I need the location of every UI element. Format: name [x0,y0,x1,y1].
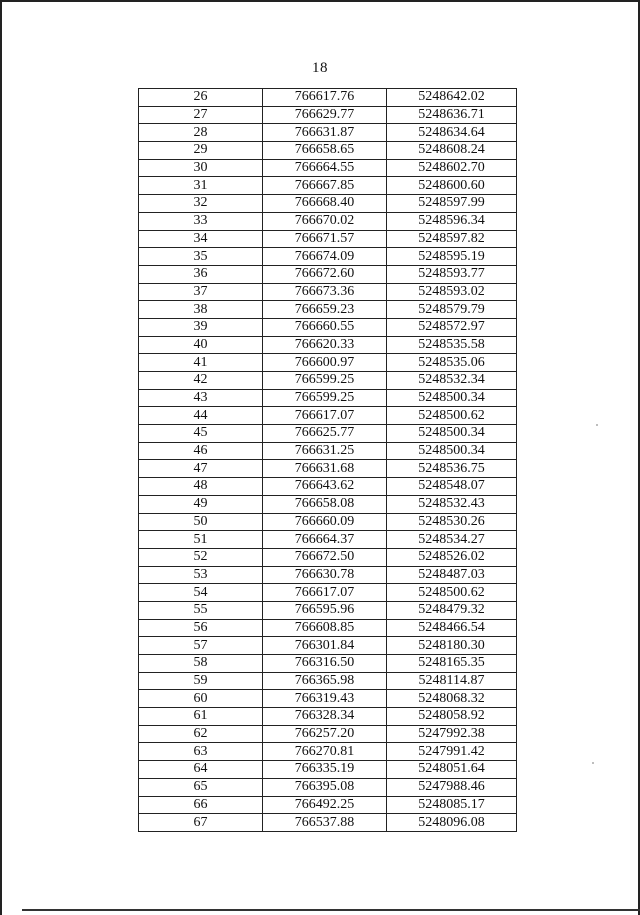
x-coordinate-cell: 766595.96 [263,601,387,619]
table-row [139,265,517,283]
y-coordinate-cell: 5248466.54 [387,619,517,637]
y-coordinate-cell: 5248180.30 [387,637,517,655]
table-row [139,743,517,761]
y-coordinate-cell: 5248051.64 [387,761,517,779]
point-number-cell: 43 [139,389,263,407]
x-coordinate-cell: 766631.25 [263,442,387,460]
point-number-cell: 64 [139,761,263,779]
x-coordinate-cell: 766658.65 [263,142,387,160]
x-coordinate-cell: 766599.25 [263,389,387,407]
x-coordinate-cell: 766328.34 [263,708,387,726]
point-number-cell: 51 [139,531,263,549]
table-row [139,89,517,107]
y-coordinate-cell: 5248634.64 [387,124,517,142]
y-coordinate-cell: 5248597.99 [387,195,517,213]
table-row [139,159,517,177]
point-number-cell: 45 [139,425,263,443]
x-coordinate-cell: 766629.77 [263,106,387,124]
table-row [139,708,517,726]
table-row [139,372,517,390]
y-coordinate-cell: 5248534.27 [387,531,517,549]
y-coordinate-cell: 5247992.38 [387,725,517,743]
x-coordinate-cell: 766599.25 [263,372,387,390]
x-coordinate-cell: 766672.50 [263,548,387,566]
y-coordinate-cell: 5248068.32 [387,690,517,708]
x-coordinate-cell: 766617.07 [263,407,387,425]
y-coordinate-cell: 5247988.46 [387,778,517,796]
point-number-cell: 55 [139,601,263,619]
scan-speck [592,762,594,764]
y-coordinate-cell: 5248596.34 [387,212,517,230]
x-coordinate-cell: 766674.09 [263,248,387,266]
x-coordinate-cell: 766660.55 [263,318,387,336]
x-coordinate-cell: 766625.77 [263,425,387,443]
x-coordinate-cell: 766257.20 [263,725,387,743]
table-row [139,584,517,602]
table-row [139,336,517,354]
x-coordinate-cell: 766659.23 [263,301,387,319]
x-coordinate-cell: 766395.08 [263,778,387,796]
y-coordinate-cell: 5248593.02 [387,283,517,301]
point-number-cell: 62 [139,725,263,743]
x-coordinate-cell: 766617.07 [263,584,387,602]
table-row [139,672,517,690]
x-coordinate-cell: 766631.68 [263,460,387,478]
point-number-cell: 54 [139,584,263,602]
y-coordinate-cell: 5248597.82 [387,230,517,248]
table-row [139,725,517,743]
point-number-cell: 35 [139,248,263,266]
coordinates-table-body [139,89,517,832]
point-number-cell: 67 [139,814,263,832]
point-number-cell: 44 [139,407,263,425]
x-coordinate-cell: 766301.84 [263,637,387,655]
point-number-cell: 49 [139,495,263,513]
y-coordinate-cell: 5248548.07 [387,478,517,496]
x-coordinate-cell: 766537.88 [263,814,387,832]
table-row [139,142,517,160]
x-coordinate-cell: 766667.85 [263,177,387,195]
y-coordinate-cell: 5248579.79 [387,301,517,319]
y-coordinate-cell: 5248479.32 [387,601,517,619]
y-coordinate-cell: 5248500.62 [387,407,517,425]
table-row [139,230,517,248]
point-number-cell: 59 [139,672,263,690]
point-number-cell: 26 [139,89,263,107]
point-number-cell: 48 [139,478,263,496]
table-row [139,354,517,372]
y-coordinate-cell: 5248096.08 [387,814,517,832]
x-coordinate-cell: 766492.25 [263,796,387,814]
y-coordinate-cell: 5248600.60 [387,177,517,195]
y-coordinate-cell: 5248114.87 [387,672,517,690]
y-coordinate-cell: 5248500.62 [387,584,517,602]
table-row [139,548,517,566]
x-coordinate-cell: 766660.09 [263,513,387,531]
table-row [139,513,517,531]
table-row [139,566,517,584]
table-row [139,106,517,124]
point-number-cell: 50 [139,513,263,531]
x-coordinate-cell: 766630.78 [263,566,387,584]
x-coordinate-cell: 766658.08 [263,495,387,513]
point-number-cell: 34 [139,230,263,248]
table-row [139,318,517,336]
table-row [139,531,517,549]
x-coordinate-cell: 766670.02 [263,212,387,230]
y-coordinate-cell: 5248526.02 [387,548,517,566]
point-number-cell: 29 [139,142,263,160]
x-coordinate-cell: 766600.97 [263,354,387,372]
point-number-cell: 30 [139,159,263,177]
point-number-cell: 28 [139,124,263,142]
y-coordinate-cell: 5248535.06 [387,354,517,372]
point-number-cell: 57 [139,637,263,655]
y-coordinate-cell: 5248572.97 [387,318,517,336]
point-number-cell: 27 [139,106,263,124]
x-coordinate-cell: 766673.36 [263,283,387,301]
table-row [139,655,517,673]
y-coordinate-cell: 5248532.43 [387,495,517,513]
point-number-cell: 32 [139,195,263,213]
y-coordinate-cell: 5248602.70 [387,159,517,177]
table-row [139,442,517,460]
table-row [139,212,517,230]
point-number-cell: 40 [139,336,263,354]
y-coordinate-cell: 5248085.17 [387,796,517,814]
x-coordinate-cell: 766617.76 [263,89,387,107]
y-coordinate-cell: 5248593.77 [387,265,517,283]
table-row [139,195,517,213]
table-row [139,177,517,195]
table-row [139,248,517,266]
point-number-cell: 42 [139,372,263,390]
table-row [139,478,517,496]
table-row [139,601,517,619]
table-row [139,690,517,708]
point-number-cell: 56 [139,619,263,637]
point-number-cell: 66 [139,796,263,814]
point-number-cell: 58 [139,655,263,673]
y-coordinate-cell: 5248500.34 [387,442,517,460]
y-coordinate-cell: 5248165.35 [387,655,517,673]
y-coordinate-cell: 5248058.92 [387,708,517,726]
point-number-cell: 47 [139,460,263,478]
y-coordinate-cell: 5248536.75 [387,460,517,478]
table-row [139,814,517,832]
x-coordinate-cell: 766631.87 [263,124,387,142]
x-coordinate-cell: 766270.81 [263,743,387,761]
point-number-cell: 61 [139,708,263,726]
point-number-cell: 33 [139,212,263,230]
y-coordinate-cell: 5248500.34 [387,389,517,407]
point-number-cell: 41 [139,354,263,372]
point-number-cell: 38 [139,301,263,319]
point-number-cell: 60 [139,690,263,708]
table-row [139,407,517,425]
y-coordinate-cell: 5247991.42 [387,743,517,761]
scan-speck [596,424,598,426]
y-coordinate-cell: 5248487.03 [387,566,517,584]
table-row [139,124,517,142]
page-border-top [0,0,640,2]
point-number-cell: 36 [139,265,263,283]
point-number-cell: 65 [139,778,263,796]
y-coordinate-cell: 5248642.02 [387,89,517,107]
y-coordinate-cell: 5248636.71 [387,106,517,124]
x-coordinate-cell: 766664.55 [263,159,387,177]
x-coordinate-cell: 766672.60 [263,265,387,283]
x-coordinate-cell: 766620.33 [263,336,387,354]
point-number-cell: 63 [139,743,263,761]
y-coordinate-cell: 5248535.58 [387,336,517,354]
point-number-cell: 46 [139,442,263,460]
x-coordinate-cell: 766319.43 [263,690,387,708]
table-row [139,637,517,655]
table-row [139,301,517,319]
table-row [139,283,517,301]
y-coordinate-cell: 5248608.24 [387,142,517,160]
table-row [139,619,517,637]
table-row [139,389,517,407]
y-coordinate-cell: 5248595.19 [387,248,517,266]
y-coordinate-cell: 5248532.34 [387,372,517,390]
page-border-bottom [22,909,640,911]
page-number: 18 [312,60,328,76]
table-row [139,761,517,779]
x-coordinate-cell: 766671.57 [263,230,387,248]
coordinates-table [138,88,517,832]
y-coordinate-cell: 5248530.26 [387,513,517,531]
x-coordinate-cell: 766664.37 [263,531,387,549]
table-row [139,495,517,513]
table-row [139,425,517,443]
page-border-left [0,0,2,915]
point-number-cell: 31 [139,177,263,195]
x-coordinate-cell: 766316.50 [263,655,387,673]
y-coordinate-cell: 5248500.34 [387,425,517,443]
table-row [139,460,517,478]
x-coordinate-cell: 766668.40 [263,195,387,213]
point-number-cell: 52 [139,548,263,566]
x-coordinate-cell: 766335.19 [263,761,387,779]
point-number-cell: 39 [139,318,263,336]
x-coordinate-cell: 766608.85 [263,619,387,637]
point-number-cell: 53 [139,566,263,584]
x-coordinate-cell: 766365.98 [263,672,387,690]
table-row [139,778,517,796]
point-number-cell: 37 [139,283,263,301]
table-row [139,796,517,814]
x-coordinate-cell: 766643.62 [263,478,387,496]
